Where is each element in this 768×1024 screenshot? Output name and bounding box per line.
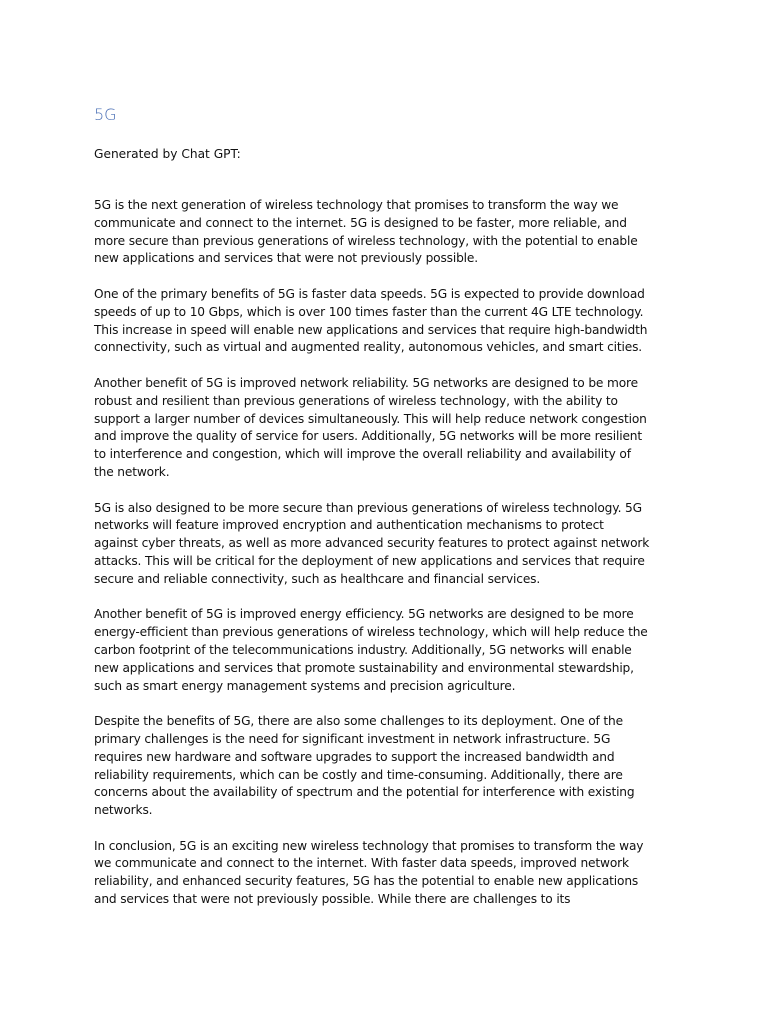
paragraph-line: new applications and services that promote sustainability and environmental stewardship, — [94, 660, 634, 675]
paragraph-line: requires new hardware and software upgrades to support the increased bandwidth and — [94, 749, 615, 764]
paragraph — [94, 606, 680, 695]
paragraph-line: support a larger number of devices simultaneously. This will help reduce network congestion — [94, 411, 647, 426]
paragraph-line: primary challenges is the need for significant investment in network infrastructure. 5G — [94, 731, 611, 746]
paragraph-line: carbon footprint of the telecommunications industry. Additionally, 5G networks will enable — [94, 642, 632, 657]
paragraph-line: communicate and connect to the internet. 5G is designed to be faster, more reliable, and — [94, 215, 627, 230]
paragraph-line: speeds of up to 10 Gbps, which is over 100 times faster than the current 4G LTE technology. — [94, 304, 644, 319]
paragraph-line: 5G is also designed to be more secure than previous generations of wireless technology. 5G — [94, 500, 642, 515]
paragraph — [94, 838, 680, 909]
paragraph-line: networks will feature improved encryption and authentication mechanisms to protect — [94, 518, 604, 533]
paragraph-line: connectivity, such as virtual and augmented reality, autonomous vehicles, and smart cities. — [94, 340, 643, 355]
paragraph-line: the network. — [94, 464, 170, 479]
paragraph-line: 5G is the next generation of wireless technology that promises to transform the way we — [94, 198, 619, 212]
paragraph-line: In conclusion, 5G is an exciting new wireless technology that promises to transform the way — [94, 838, 644, 853]
paragraph-line: robust and resilient than previous generations of wireless technology, with the ability to — [94, 393, 618, 408]
paragraph-line: secure and reliable connectivity, such as healthcare and financial services. — [94, 571, 541, 586]
paragraph — [94, 197, 680, 268]
paragraph — [94, 375, 680, 482]
paragraph-line: attacks. This will be critical for the deployment of new applications and services that require — [94, 553, 645, 568]
paragraph-line: Despite the benefits of 5G, there are also some challenges to its deployment. One of the — [94, 714, 623, 729]
paragraph-line: This increase in speed will enable new applications and services that require high-bandwidth — [94, 322, 648, 337]
paragraph-line: reliability, and enhanced security features, 5G has the potential to enable new applications — [94, 874, 639, 889]
paragraph-line: Another benefit of 5G is improved energy efficiency. 5G networks are designed to be more — [94, 607, 634, 622]
paragraph-line: to interference and congestion, which will improve the overall reliability and availability of — [94, 447, 631, 462]
paragraph-line: more secure than previous generations of wireless technology, with the potential to enable — [94, 233, 638, 248]
paragraph-line: against cyber threats, as well as more advanced security features to protect against network — [94, 536, 650, 551]
paragraph-line: One of the primary benefits of 5G is faster data speeds. 5G is expected to provide download — [94, 286, 645, 301]
paragraph-line: we communicate and connect to the internet. With faster data speeds, improved network — [94, 856, 629, 871]
document-body — [94, 197, 680, 927]
document-title: 5G — [94, 105, 117, 124]
paragraph-line: Another benefit of 5G is improved network reliability. 5G networks are designed to be more — [94, 375, 638, 390]
paragraph-line: energy-efficient than previous generations of wireless technology, which will help reduce the — [94, 625, 648, 640]
paragraph-line: new applications and services that were not previously possible. — [94, 251, 478, 266]
byline: Generated by Chat GPT: — [94, 147, 241, 161]
paragraph — [94, 500, 680, 589]
paragraph-line: such as smart energy management systems and precision agriculture. — [94, 678, 516, 693]
paragraph — [94, 713, 680, 820]
paragraph-line: networks. — [94, 803, 153, 818]
paragraph-line: and services that were not previously possible. While there are challenges to its — [94, 892, 571, 907]
paragraph-line: concerns about the availability of spectrum and the potential for interference with existing — [94, 785, 635, 800]
paragraph-line: reliability requirements, which can be costly and time-consuming. Additionally, there are — [94, 767, 623, 782]
paragraph-line: and improve the quality of service for users. Additionally, 5G networks will be more resilient — [94, 429, 643, 444]
paragraph — [94, 286, 680, 357]
